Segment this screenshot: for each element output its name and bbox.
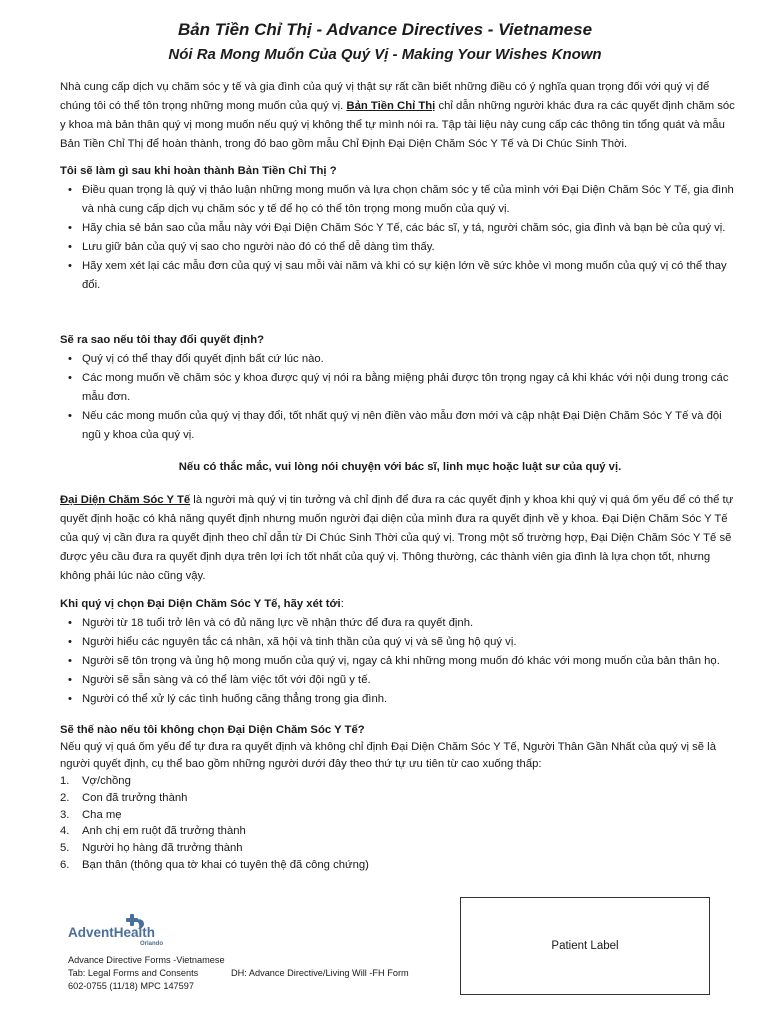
footer-form-name: Advance Directive Forms -Vietnamese (68, 955, 225, 965)
surrogate-description: là người mà quý vị tin tưởng và chỉ định để đưa ra các quyết định y khoa khi quý vị quá ốm yếu để có thể tự quyết định hoặc có khả năng quyết định nhưng muốn người đại diện của mình đưa ra quyết định về y khoa. Đại Diện Chăm Sóc Y Tế của quý vị cần đưa ra quyết định theo chỉ dẫn từ Di Chúc Sinh Thời của quý vị. Trong một số trường hợp, Đại Diện Chăm Sóc Y Tế sẽ được yêu cầu đưa ra quyết định dựa trên lợi ích tốt nhất của quý vị. Thông thường, các thành viên gia đình là lựa chọn tốt, nhưng không phải lúc nào cũng vậy. (60, 494, 734, 582)
bullet-list (60, 614, 740, 709)
questions-notice: Nếu có thắc mắc, vui lòng nói chuyện với bác sĩ, linh mục hoặc luật sư của quý vị. (178, 461, 622, 473)
list-item: • Điều quan trọng là quý vị thảo luận những mong muốn và lựa chọn chăm sóc y tế của mình với Đại Diện Chăm Sóc Y Tế, gia đình và nhà cung cấp dịch vụ chăm sóc y tế để họ có thể tôn trọng mong muốn của quý vị. (60, 181, 740, 219)
list-item: 3. Cha mẹ (60, 808, 122, 821)
footer-dh: DH: Advance Directive/Living Will -FH Form (231, 968, 409, 978)
patient-label-box (460, 897, 710, 995)
numbered-list (60, 773, 740, 874)
document-title: Bản Tiền Chỉ Thị - Advance Directives - Vietnamese (177, 20, 593, 39)
section-heading: Sẽ thế nào nếu tôi không chọn Đại Diện Chăm Sóc Y Tế? (60, 724, 365, 736)
patient-label-text: Patient Label (551, 940, 619, 952)
list-item: • Hãy xem xét lại các mẫu đơn của quý vị sau mỗi vài năm và khi có sự kiện lớn về sức khỏe vì mong muốn của quý vị có thể thay đổi. (60, 257, 740, 295)
list-item: • Người sẽ tôn trọng và ủng hộ mong muốn của quý vị, ngay cả khi những mong muốn đó khác với mong muốn của bản thân họ. (60, 652, 740, 671)
list-item: • Người có thể xử lý các tình huống căng thẳng trong gia đình. (60, 690, 740, 709)
section-after-completion (60, 162, 740, 295)
list-item: • Người sẽ sẵn sàng và có thể làm việc tốt với đội ngũ y tế. (60, 671, 740, 690)
list-item: 5. Người họ hàng đã trưởng thành (60, 842, 243, 855)
footer-tab: Tab: Legal Forms and Consents (68, 968, 199, 978)
intro-text-1: Nhà cung cấp dịch vụ chăm sóc y tế và gia đình của quý vị thật sự rất cần biết những điều có ý nghĩa quan trọng đối với quý vị để chúng tôi có thể tôn trọng những mong muốn của quý vị. (60, 81, 710, 112)
bullet-list (60, 350, 740, 445)
list-item: 4. Anh chị em ruột đã trưởng thành (60, 825, 246, 838)
document-subtitle: Nói Ra Mong Muốn Của Quý Vị - Making Your Wishes Known (168, 46, 602, 63)
list-item: • Người từ 18 tuổi trở lên và có đủ năng lực về nhận thức để đưa ra quyết định. (60, 614, 740, 633)
health-care-surrogate-term: Đại Diện Chăm Sóc Y Tế (60, 494, 191, 506)
list-item: • Người hiểu các nguyên tắc cá nhân, xã hội và tinh thần của quý vị và sẽ ủng hộ quý vị. (60, 633, 740, 652)
list-item: • Nếu các mong muốn của quý vị thay đổi, tốt nhất quý vị nên điền vào mẫu đơn mới và cập nhật Đại Diện Chăm Sóc Y Tế và đội ngũ y khoa của quý vị. (60, 407, 740, 445)
section-no-surrogate (60, 722, 740, 874)
no-surrogate-text: Nếu quý vị quá ốm yếu để tự đưa ra quyết định và không chỉ định Đại Diện Chăm Sóc Y Tế, Người Thân Gần Nhất của quý vị sẽ là người quyết định, cụ thể bao gồm những người dưới đây theo thứ tự ưu tiên từ cao xuống thấp: (60, 741, 716, 770)
section-heading: Sẽ ra sao nếu tôi thay đổi quyết định? (60, 334, 264, 346)
section-change-mind (60, 331, 740, 445)
logo-wordmark: AdventHealth (68, 925, 156, 940)
section-choosing-surrogate (60, 595, 740, 709)
section-heading: Tôi sẽ làm gì sau khi hoàn thành Bản Tiền Chỉ Thị ? (60, 165, 337, 177)
logo-location: Orlando (140, 941, 164, 947)
list-item: 2. Con đã trưởng thành (60, 791, 188, 804)
intro-text-2: chỉ dẫn những người khác đưa ra các quyết định chăm sóc y khoa mà bản thân quý vị mong muốn nếu quý vị không thể tự mình nói ra. Tập tài liệu này cung cấp các thông tin tổng quát và mẫu Bản Tiền Chỉ Thị để hoàn thành, trong đó bao gồm mẫu Chỉ Định Đại Diện Chăm Sóc Y Tế và Di Chúc Sinh Thời. (60, 100, 735, 150)
advance-directive-term: Bản Tiền Chỉ Thị (346, 100, 436, 112)
list-item: • Các mong muốn về chăm sóc y khoa được quý vị nói ra bằng miệng phải được tôn trọng ngay cả khi khác với nội dung trong các mẫu đơn. (60, 369, 740, 407)
bullet-list (60, 181, 740, 295)
health-care-surrogate-paragraph (60, 491, 740, 586)
list-item: • Quý vị có thể thay đổi quyết định bất cứ lúc nào. (60, 350, 740, 369)
list-item: 1. Vợ/chồng (60, 775, 131, 787)
list-item: • Lưu giữ bản của quý vị sao cho người nào đó có thể dễ dàng tìm thấy. (60, 238, 740, 257)
list-item: 6. Bạn thân (thông qua tờ khai có tuyên thệ đã công chứng) (60, 858, 369, 871)
list-item: • Hãy chia sẻ bản sao của mẫu này với Đại Diện Chăm Sóc Y Tế, các bác sĩ, y tá, người chăm sóc, gia đình và bạn bè của quý vị. (60, 219, 740, 238)
intro-paragraph (60, 78, 740, 154)
footer-form-number: 602-0755 (11/18) MPC 147597 (68, 981, 194, 991)
section-heading: Khi quý vị chọn Đại Diện Chăm Sóc Y Tế, hãy xét tới: (60, 598, 344, 610)
